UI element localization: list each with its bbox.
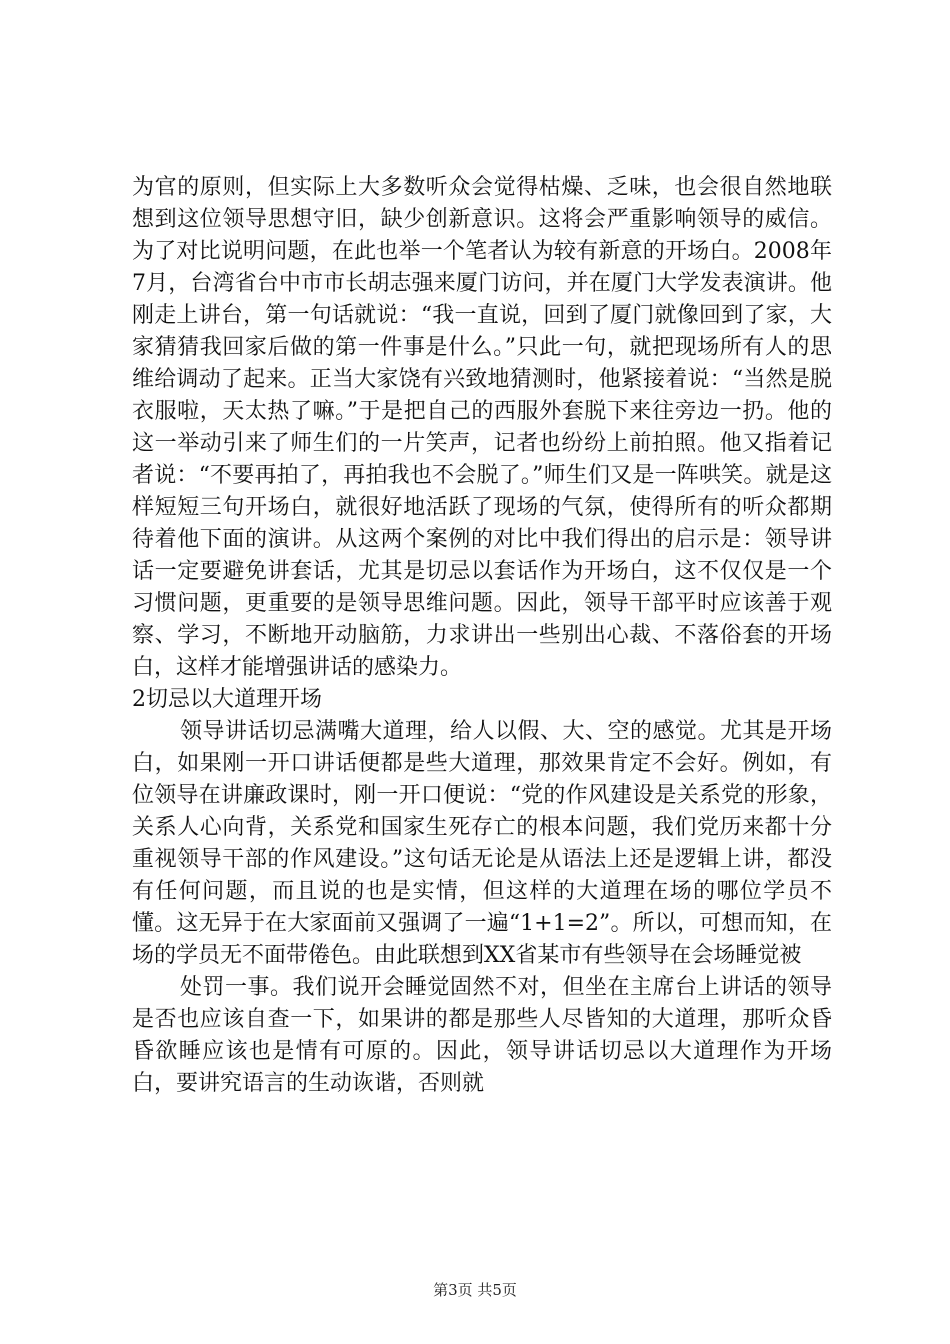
body-paragraph: 领导讲话切忌满嘴大道理，给人以假、大、空的感觉。尤其是开场白，如果刚一开口讲话便都是些大道理，那效果肯定不会好。例如，有位领导在讲廉政课时，刚一开口便说：“党的作风建设是关系党的形象，关系人心向背，关系党和国家生死存亡的根本问题，我们党历来都十分重视领导干部的作风建设。”这句话无论是从语法上还是逻辑上讲，都没有任何问题，而且说的也是实情，但这样的大道理在场的哪位学员不懂。这无异于在大家面前又强调了一遍“1+1=2”。所以，可想而知，在场的学员无不面带倦色。由此联想到XX省某市有些领导在会场睡觉被: [132, 719, 832, 968]
page-number: 第3页 共5页: [433, 1281, 517, 1299]
body-paragraph: 为官的原则，但实际上大多数听众会觉得枯燥、乏味，也会很自然地联想到这位领导思想守旧，缺少创新意识。这将会严重影响领导的威信。为了对比说明问题，在此也举一个笔者认为较有新意的开场白。2008年7月，台湾省台中市市长胡志强来厦门访问，并在厦门大学发表演讲。他刚走上讲台，第一句话就说：“我一直说，回到了厦门就像回到了家，大家猜猜我回家后做的第一件事是什么。”只此一句，就把现场所有人的思维给调动了起来。正当大家饶有兴致地猜测时，他紧接着说：“当然是脱衣服啦，天太热了嘛。”于是把自己的西服外套脱下来往旁边一扔。他的这一举动引来了师生们的一片笑声，记者也纷纷上前拍照。他又指着记者说：“不要再拍了，再拍我也不会脱了。”师生们又是一阵哄笑。就是这样短短三句开场白，就很好地活跃了现场的气氛，使得所有的听众都期待着他下面的演讲。从这两个案例的对比中我们得出的启示是：领导讲话一定要避免讲套话，尤其是切忌以套话作为开场白，这不仅仅是一个习惯问题，更重要的是领导思维问题。因此，领导干部平时应该善于观察、学习，不断地开动脑筋，力求讲出一些别出心裁、不落俗套的开场白，这样才能增强讲话的感染力。: [132, 175, 832, 680]
section-heading: 2切忌以大道理开场: [132, 687, 322, 712]
page-footer: [0, 1280, 950, 1300]
document-body: [132, 172, 832, 1100]
body-paragraph: 处罚一事。我们说开会睡觉固然不对，但坐在主席台上讲话的领导是否也应该自查一下，如果讲的都是那些人尽皆知的大道理，那听众昏昏欲睡应该也是情有可原的。因此，领导讲话切忌以大道理作为开场白，要讲究语言的生动诙谐，否则就: [132, 975, 832, 1096]
